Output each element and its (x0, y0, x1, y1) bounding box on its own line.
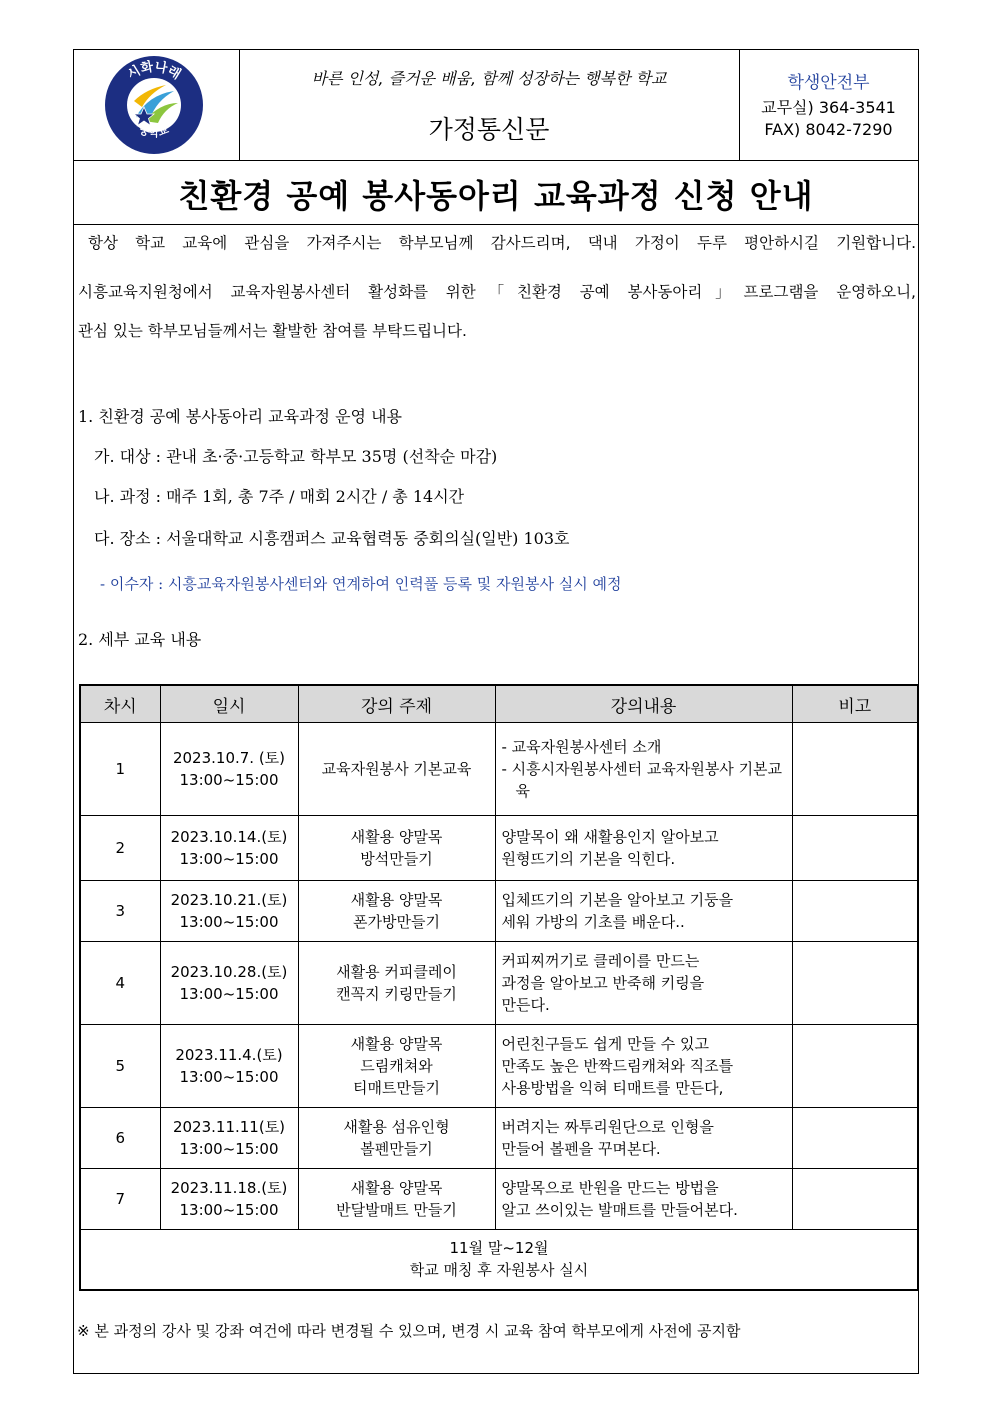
topic-line: 새활용 섬유인형 (343, 1118, 450, 1136)
session-time: 13:00~15:00 (179, 771, 279, 789)
table-row (80, 942, 918, 1025)
session-date: 2023.10.7. (토) (172, 749, 286, 767)
table-row (80, 816, 918, 881)
volunteer-period-desc: 학교 매칭 후 자원봉사 실시 (409, 1261, 589, 1280)
content-line: 양말목이 왜 새활용인지 알아보고 (501, 828, 719, 846)
session-datetime (160, 816, 298, 881)
table-row (80, 1025, 918, 1108)
topic-line: 새활용 커피클레이 (336, 963, 457, 981)
content-line: 알고 쓰이있는 발매트를 만들어본다. (501, 1201, 738, 1219)
section1-target: 가. 대상 : 관내 초·중·고등학교 학부모 35명 (선착순 마감) (94, 447, 498, 466)
session-date: 2023.10.21.(토) (170, 891, 288, 909)
session-datetime (160, 942, 298, 1025)
section1-course: 나. 과정 : 매주 1회, 총 7주 / 매회 2시간 / 총 14시간 (94, 487, 465, 506)
session-datetime (160, 881, 298, 942)
session-topic (298, 942, 495, 1025)
col-header-remarks: 비고 (792, 685, 918, 723)
session-date: 2023.11.18.(토) (170, 1179, 288, 1197)
col-header-topic: 강의 주제 (298, 685, 495, 723)
table-row (80, 1169, 918, 1230)
session-topic (298, 1108, 495, 1169)
session-no: 4 (80, 942, 160, 1025)
intro-line-3: 관심 있는 학부모님들께서는 활발한 참여를 부탁드립니다. (78, 322, 467, 340)
title-divider (74, 224, 918, 225)
session-content (495, 1169, 792, 1230)
topic-line: 새활용 양말목 (350, 828, 443, 846)
content-line: 과정을 알아보고 반죽해 키링을 (501, 974, 705, 992)
session-topic (298, 881, 495, 942)
session-time: 13:00~15:00 (179, 1140, 279, 1158)
content-line: 만족도 높은 반짝드림캐쳐와 직조틀 (501, 1057, 734, 1075)
session-time: 13:00~15:00 (179, 850, 279, 868)
school-logo-icon (104, 55, 204, 155)
table-footer-row (80, 1230, 918, 1290)
table-header-row (80, 685, 918, 723)
topic-line: 반달발매트 만들기 (336, 1201, 457, 1219)
section1-place: 다. 장소 : 서울대학교 시흥캠퍼스 교육협력동 중회의실(일반) 103호 (94, 529, 570, 548)
content-line: 버려지는 짜투리원단으로 인형을 (501, 1118, 714, 1136)
session-datetime (160, 723, 298, 816)
newsletter-page (73, 49, 919, 1374)
session-content (495, 723, 792, 816)
topic-line: 교육자원봉사 기본교육 (321, 760, 472, 778)
content-line: 세워 가방의 기초를 배운다.. (501, 913, 685, 931)
session-topic (298, 1169, 495, 1230)
table-row (80, 723, 918, 816)
session-date: 2023.11.4.(토) (175, 1046, 283, 1064)
logo-text-top: 시화나래 (124, 59, 184, 83)
contact-cell (739, 50, 918, 160)
session-time: 13:00~15:00 (179, 1068, 279, 1086)
session-date: 2023.10.14.(토) (170, 828, 288, 846)
session-remarks (792, 1108, 918, 1169)
slogan-cell (239, 50, 740, 160)
session-remarks (792, 723, 918, 816)
school-slogan: 바른 인성, 즐거운 배움, 함께 성장하는 행복한 학교 (311, 69, 667, 88)
session-remarks (792, 816, 918, 881)
table-row (80, 1108, 918, 1169)
topic-line: 새활용 양말목 (350, 1179, 443, 1197)
session-time: 13:00~15:00 (179, 1201, 279, 1219)
department-name: 학생안전부 (787, 73, 870, 93)
topic-line: 새활용 양말목 (350, 891, 443, 909)
session-datetime (160, 1025, 298, 1108)
table-row (80, 881, 918, 942)
col-header-session: 차시 (80, 685, 160, 723)
content-line: 커피찌꺼기로 클레이를 만드는 (501, 952, 700, 970)
session-remarks (792, 1169, 918, 1230)
content-line: - 시흥시자원봉사센터 교육자원봉사 기본교육 (501, 760, 783, 800)
col-header-date: 일시 (160, 685, 298, 723)
schedule-table (79, 684, 919, 1291)
session-remarks (792, 881, 918, 942)
section2-heading: 2. 세부 교육 내용 (78, 630, 202, 649)
session-content (495, 816, 792, 881)
session-topic (298, 816, 495, 881)
session-content (495, 942, 792, 1025)
topic-line: 드림캐쳐와 (360, 1057, 433, 1075)
phone-number: 교무실) 364-3541 (761, 98, 896, 117)
volunteer-period-dates: 11월 말~12월 (449, 1239, 549, 1258)
session-content (495, 1108, 792, 1169)
session-time: 13:00~15:00 (179, 913, 279, 931)
topic-line: 새활용 양말목 (350, 1035, 443, 1053)
session-content (495, 1025, 792, 1108)
logo-text-bottom: 중학교 (137, 123, 171, 140)
section1-heading: 1. 친환경 공예 봉사동아리 교육과정 운영 내용 (78, 407, 402, 426)
page-title: 친환경 공예 봉사동아리 교육과정 신청 안내 (178, 177, 814, 215)
topic-line: 방석만들기 (360, 850, 433, 868)
session-no: 2 (80, 816, 160, 881)
session-topic (298, 723, 495, 816)
fax-number: FAX) 8042-7290 (764, 120, 893, 139)
footnote: ※ 본 과정의 강사 및 강좌 여건에 따라 변경될 수 있으며, 변경 시 교육 참여 학부모에게 사전에 공지함 (77, 1322, 741, 1340)
content-line: 만든다. (501, 996, 550, 1014)
session-no: 6 (80, 1108, 160, 1169)
header (74, 50, 918, 161)
topic-line: 폰가방만들기 (353, 913, 440, 931)
content-line: 만들어 볼펜을 꾸며본다. (501, 1140, 661, 1158)
logo-cell (74, 50, 240, 160)
session-no: 1 (80, 723, 160, 816)
content-line: - 교육자원봉사센터 소개 (501, 738, 662, 756)
session-no: 7 (80, 1169, 160, 1230)
session-content (495, 881, 792, 942)
session-datetime (160, 1108, 298, 1169)
topic-line: 캔꼭지 키링만들기 (336, 985, 457, 1003)
content-line: 어린친구들도 쉽게 만들 수 있고 (501, 1035, 709, 1053)
session-remarks (792, 1025, 918, 1108)
col-header-content: 강의내용 (495, 685, 792, 723)
intro-line-2: 시흥교육지원청에서 교육자원봉사센터 활성화를 위한「친환경 공예 봉사동아리」프로그램을 운영하오니, (78, 283, 916, 301)
session-no: 5 (80, 1025, 160, 1108)
intro-line-1: 항상 학교 교육에 관심을 가져주시는 학부모님께 감사드리며, 댁내 가정이 두루 평안하시길 기원합니다. (88, 234, 916, 252)
session-date: 2023.11.11(토) (172, 1118, 286, 1136)
document-type: 가정통신문 (428, 115, 550, 144)
topic-line: 볼펜만들기 (360, 1140, 433, 1158)
volunteer-period (80, 1230, 918, 1290)
session-topic (298, 1025, 495, 1108)
session-date: 2023.10.28.(토) (170, 963, 288, 981)
session-datetime (160, 1169, 298, 1230)
section1-note: - 이수자 : 시흥교육자원봉사센터와 연계하여 인력풀 등록 및 자원봉사 실시 예정 (100, 575, 622, 593)
content-line: 입체뜨기의 기본을 알아보고 기둥을 (501, 891, 734, 909)
session-time: 13:00~15:00 (179, 985, 279, 1003)
content-line: 양말목으로 반원을 만드는 방법을 (501, 1179, 719, 1197)
content-line: 사용방법을 익혀 티매트를 만든다, (501, 1079, 724, 1097)
content-line: 원형뜨기의 기본을 익힌다. (501, 850, 676, 868)
session-no: 3 (80, 881, 160, 942)
session-remarks (792, 942, 918, 1025)
topic-line: 티매트만들기 (353, 1079, 440, 1097)
